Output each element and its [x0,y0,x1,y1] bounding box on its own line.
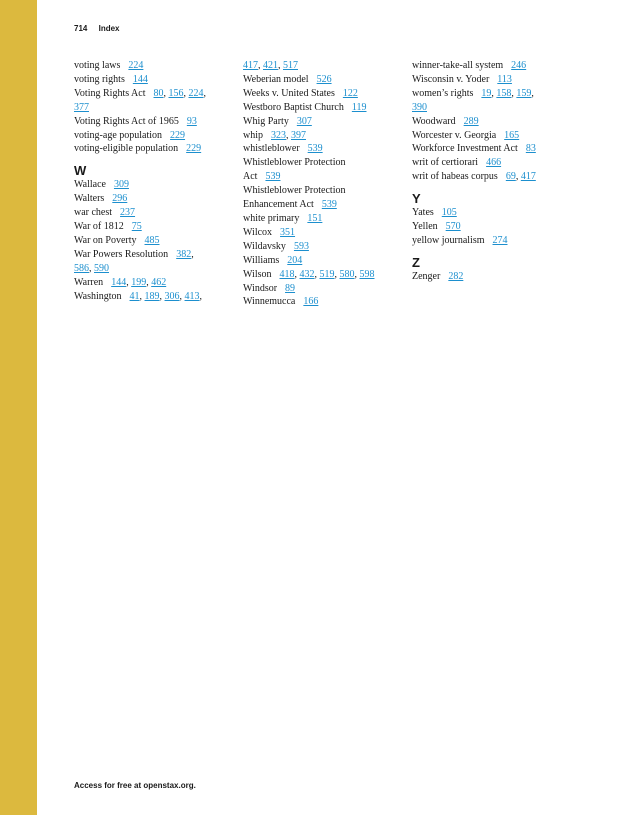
index-entry [74,178,234,192]
page-link[interactable]: 462 [151,276,167,288]
index-term: writ of habeas corpus [412,171,498,183]
page-link[interactable]: 417 [243,60,258,71]
index-entry: Warren 144, 199, 462 [74,276,167,288]
page-link[interactable]: 351 [280,226,296,238]
index-entry: War Powers Resolution 382, [74,248,194,260]
page-link[interactable]: 69 [505,171,516,183]
index-entry: 417, 421, 517 [243,60,298,71]
index-entry [243,87,403,101]
index-term: voting-age population [74,129,163,141]
index-term: Washington [74,290,122,302]
index-entry [243,198,403,212]
index-entry [74,59,234,73]
page-link[interactable]: 417 [520,171,536,183]
page-link[interactable]: 113 [497,73,512,85]
page-link[interactable]: 122 [342,87,358,99]
page-link[interactable]: 586 [74,262,89,274]
index-entry [243,115,403,129]
page-link[interactable]: 224 [188,87,204,99]
page-link[interactable]: 517 [283,60,298,71]
index-term: Voting Rights Act of 1965 [74,115,179,127]
page-link[interactable]: 19 [481,87,492,99]
index-entry [243,73,403,87]
page-link[interactable]: 151 [307,212,323,224]
index-entry [243,212,403,226]
index-term: white primary [243,212,300,224]
page-sidebar-stripe [0,0,37,815]
index-entry [412,59,572,73]
index-entry: 586, 590 [74,262,109,274]
index-term: voting-eligible population [74,143,179,155]
index-letter-heading: Z [412,254,420,270]
page-link[interactable]: 144 [111,276,127,288]
page-number: 714 [74,24,88,33]
index-entry [243,170,403,184]
index-term: Yellen [412,221,438,233]
index-entry [243,156,403,170]
page-link[interactable]: 189 [144,290,160,302]
page-link[interactable]: 289 [463,115,479,127]
index-column-2 [243,59,403,309]
page-link[interactable]: 166 [303,296,319,308]
index-term: Workforce Investment Act [412,143,518,155]
index-term: writ of certiorari [412,157,479,169]
index-term: voting laws [74,60,121,71]
index-entry [243,240,403,254]
index-entry [243,142,403,156]
index-term: Walters [74,193,105,205]
index-term: Weeks v. United States [243,87,335,99]
index-term: Wildavsky [243,240,286,252]
index-term: Worcester v. Georgia [412,129,497,141]
index-entry [412,101,572,115]
page-link[interactable]: 80 [153,87,164,99]
index-entry [243,101,403,115]
page-link[interactable]: 485 [144,234,160,246]
index-column-3 [412,59,572,284]
index-term: whistleblower [243,143,300,155]
page-link[interactable]: 165 [504,129,520,141]
page-link[interactable]: 397 [291,129,306,141]
page-link[interactable]: 466 [486,157,502,169]
index-term: Winnemucca [243,296,296,308]
index-entry [412,142,572,156]
index-term: Whig Party [243,115,289,127]
page-link[interactable]: 306 [164,290,180,302]
page-link[interactable]: 119 [351,101,367,113]
page-link[interactable]: 418 [279,268,295,280]
index-entry [412,220,572,234]
index-term: Windsor [243,282,278,294]
index-term: Williams [243,254,280,266]
page-link[interactable]: 237 [120,207,136,219]
page-link[interactable]: 421 [263,60,278,71]
page-link[interactable]: 224 [128,60,144,71]
page-link[interactable]: 377 [74,101,89,113]
page-link[interactable]: 282 [448,270,464,282]
index-entry [74,142,234,156]
page-link[interactable]: 204 [287,254,303,266]
index-entry [74,73,234,87]
page-link[interactable]: 75 [131,221,142,233]
index-entry: Wilson 418, 432, 519, 580, 598 [243,268,375,280]
index-column-1 [74,59,234,304]
index-entry [74,101,234,115]
index-term: Wisconsin v. Yoder [412,73,490,85]
page-link[interactable]: 539 [265,171,281,183]
index-term: Zenger [412,270,441,282]
page-link[interactable]: 105 [441,207,457,219]
index-entry [412,129,572,143]
index-term: Yates [412,207,434,219]
page-link[interactable]: 199 [131,276,147,288]
index-entry [412,234,572,248]
index-term: Enhancement Act [243,199,314,211]
page-link[interactable]: 593 [293,240,309,252]
page-link[interactable]: 229 [170,129,186,141]
index-term: women’s rights [412,87,474,99]
page-link[interactable]: 159 [516,87,532,99]
page-link[interactable]: 580 [339,268,355,280]
index-entry [243,295,403,309]
page-link[interactable]: 89 [285,282,296,294]
page-link[interactable]: 93 [186,115,197,127]
index-letter-heading: Y [412,191,421,207]
page-link[interactable]: 382 [176,248,192,260]
page-link[interactable]: 526 [316,73,332,85]
page-link[interactable]: 246 [511,60,527,71]
page-link[interactable]: 158 [496,87,512,99]
index-term: War on Poverty [74,234,137,246]
index-term: Wilcox [243,226,273,238]
index-term: Woodward [412,115,456,127]
section-title: Index [98,24,120,33]
index-term: War Powers Resolution [74,248,169,260]
index-term: war chest [74,207,113,219]
index-term: Wilson [243,268,272,280]
index-term: Whistleblower Protection [243,157,346,169]
page-link[interactable]: 144 [132,73,148,85]
index-entry: Voting Rights Act 80, 156, 224, [74,87,206,99]
index-entry [74,234,234,248]
page-link[interactable]: 539 [321,199,337,211]
page-link[interactable]: 432 [299,268,315,280]
index-entry [412,206,572,220]
index-term: whip [243,129,263,141]
page-link[interactable]: 229 [186,143,202,155]
page-link[interactable]: 309 [113,179,129,191]
index-term: War of 1812 [74,221,124,233]
index-entry [412,156,572,170]
page-link[interactable]: 296 [112,193,128,205]
index-entry [74,115,234,129]
index-entry [243,226,403,240]
page-link[interactable]: 570 [445,221,461,233]
page-link[interactable]: 274 [492,234,508,246]
index-entry [74,192,234,206]
index-entry: whip 323, 397 [243,129,306,141]
index-entry [74,206,234,220]
index-term: voting rights [74,73,125,85]
index-entry [412,115,572,129]
page-link[interactable]: 590 [94,262,109,274]
page-link[interactable]: 390 [412,101,427,113]
index-term: Weberian model [243,73,309,85]
index-entry [74,129,234,143]
page-link[interactable]: 519 [319,268,335,280]
index-term: Westboro Baptist Church [243,101,344,113]
index-term: Wallace [74,179,106,191]
page-link[interactable]: 156 [168,87,184,99]
page-link[interactable]: 598 [359,268,375,280]
index-entry [74,220,234,234]
page-link[interactable]: 41 [129,290,140,302]
index-entry: women’s rights 19, 158, 159, [412,87,534,99]
index-term: yellow journalism [412,234,485,246]
index-term: winner-take-all system [412,60,504,71]
page-link[interactable]: 83 [525,143,536,155]
index-term: Warren [74,276,104,288]
index-term: Whistleblower Protection [243,185,346,197]
page-footer: Access for free at openstax.org. [74,781,196,790]
index-entry [243,254,403,268]
page-link[interactable]: 323 [271,129,286,141]
page-link[interactable]: 539 [307,143,323,155]
index-entry [243,184,403,198]
page-link[interactable]: 307 [296,115,312,127]
index-entry: writ of habeas corpus 69, 417 [412,171,536,183]
index-entry: Washington 41, 189, 306, 413, [74,290,203,302]
index-term: Voting Rights Act [74,87,146,99]
page-header [74,24,120,33]
index-entry [412,73,572,87]
page-link[interactable]: 413 [184,290,200,302]
index-letter-heading: W [74,163,87,179]
index-entry [412,270,572,284]
index-term: Act [243,171,258,183]
index-entry [243,282,403,296]
